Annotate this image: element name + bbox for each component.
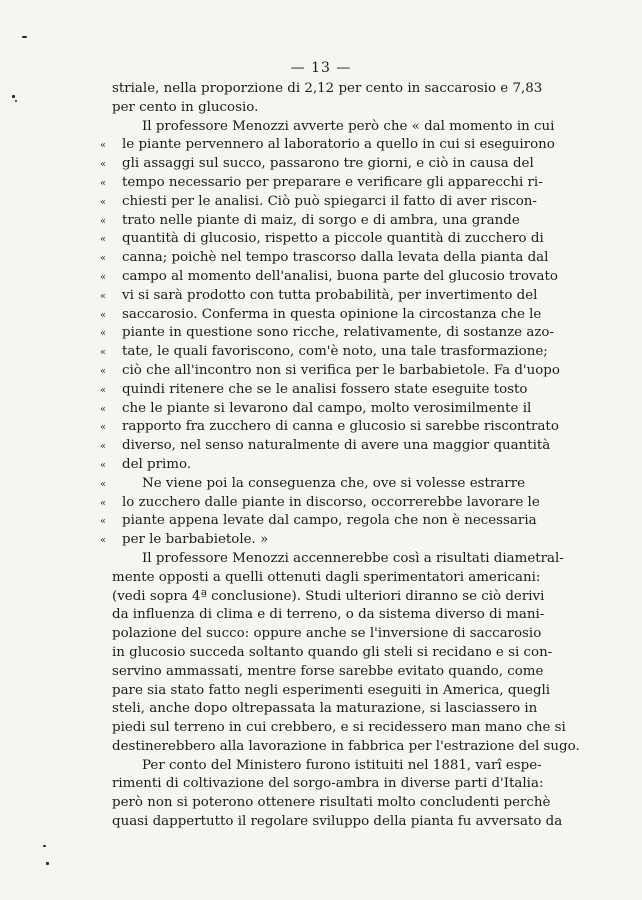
text-line: (vedi sopra 4ª conclusione). Studi ulteriori diranno se ciò derivi bbox=[112, 588, 545, 604]
quote-mark: « bbox=[100, 422, 107, 434]
margin-speck bbox=[22, 36, 27, 38]
text-line: steli, anche dopo oltrepassata la maturazione, si lasciassero in bbox=[112, 701, 538, 717]
text-line: Il professore Menozzi avverte però che « dal momento in cui bbox=[142, 118, 555, 134]
quote-mark: « bbox=[100, 366, 107, 377]
text-line: piante in questione sono ricche, relativamente, di sostanze azo- bbox=[122, 325, 554, 341]
text-line: piante appena levate dal campo, regola che non è necessaria bbox=[122, 513, 537, 529]
text-line: canna; poichè nel tempo trascorso dalla levata della pianta dal bbox=[122, 250, 549, 266]
text-line: del primo. bbox=[122, 456, 192, 472]
text-line: mente opposti a quelli ottenuti dagli sperimentatori americani: bbox=[112, 569, 541, 585]
text-line: quantità di glucosio, rispetto a piccole quantità di zucchero di bbox=[122, 231, 544, 247]
text-line: trato nelle piante di maiz, di sorgo e di ambra, una grande bbox=[122, 212, 520, 228]
quote-mark: « bbox=[100, 159, 107, 171]
quote-mark: « bbox=[100, 516, 107, 528]
quote-mark: « bbox=[100, 196, 107, 208]
text-line: chiesti per le analisi. Ciò può spiegarci il fatto di aver riscon- bbox=[122, 193, 537, 209]
text-line: polazione del succo: oppure anche se l'inversione di saccarosio bbox=[112, 626, 542, 642]
text-line: per le barbabietole. » bbox=[122, 532, 269, 548]
text-line: da influenza di clima e di terreno, o da sistema diverso di mani- bbox=[112, 607, 545, 623]
text-line: destinerebbero alla lavorazione in fabbrica per l'estrazione del sugo. bbox=[112, 738, 580, 754]
text-line: striale, nella proporzione di 2,12 per cento in saccarosio e 7,83 bbox=[112, 81, 543, 96]
text-line: in glucosio succeda soltanto quando gli steli si recidano e si con- bbox=[112, 644, 553, 660]
quote-mark: « bbox=[100, 403, 107, 415]
text-line: diverso, nel senso naturalmente di avere una maggior quantità bbox=[122, 438, 551, 454]
margin-speck bbox=[43, 845, 46, 847]
quote-mark: « bbox=[100, 441, 107, 453]
quote-mark: « bbox=[100, 328, 107, 340]
text-line: Per conto del Ministero furono istituiti nel 1881, varî espe- bbox=[142, 757, 542, 773]
quote-mark: « bbox=[100, 460, 107, 471]
page-number: — 13 — bbox=[290, 60, 352, 76]
text-line: tate, le quali favoriscono, com'è noto, una tale trasformazione; bbox=[122, 344, 548, 360]
text-line: piedi sul terreno in cui crebbero, e si recidessero man mano che si bbox=[112, 720, 566, 736]
text-line: saccarosio. Conferma in questa opinione la circostanza che le bbox=[122, 306, 542, 322]
text-line: rimenti di coltivazione del sorgo-ambra in diverse parti d'Italia: bbox=[112, 776, 544, 792]
margin-speck bbox=[15, 100, 17, 102]
body-text bbox=[112, 80, 580, 832]
text-line: Ne viene poi la conseguenza che, ove si volesse estrarre bbox=[142, 475, 526, 491]
margin-speck bbox=[12, 95, 15, 98]
text-line: vi si sarà prodotto con tutta probabilità, per invertimento del bbox=[122, 287, 538, 303]
quote-mark: « bbox=[100, 309, 107, 321]
quote-mark: « bbox=[100, 178, 107, 189]
quote-mark: « bbox=[100, 535, 107, 547]
text-line: le piante pervennero al laboratorio a quello in cui si eseguirono bbox=[122, 137, 555, 153]
quote-mark: « bbox=[100, 253, 107, 265]
text-line: campo al momento dell'analisi, buona parte del glucosio trovato bbox=[122, 268, 558, 284]
text-line: quasi dappertutto il regolare sviluppo della pianta fu avversato da bbox=[112, 814, 563, 830]
text-line: lo zucchero dalle piante in discorso, occorrerebbe lavorare le bbox=[122, 494, 540, 510]
quote-mark: « bbox=[100, 478, 107, 490]
margin-speck bbox=[46, 862, 49, 865]
text-line: pare sia stato fatto negli esperimenti eseguiti in America, quegli bbox=[112, 682, 551, 698]
text-line: però non si poterono ottenere risultati molto concludenti perchè bbox=[112, 795, 551, 811]
quote-mark: « bbox=[100, 140, 107, 152]
text-line: tempo necessario per preparare e verificare gli apparecchi ri- bbox=[122, 174, 543, 190]
text-line: Il professore Menozzi accennerebbe così a risultati diametral- bbox=[142, 550, 564, 566]
text-line: servino ammassati, mentre forse sarebbe evitato quando, come bbox=[112, 663, 544, 679]
text-line: rapporto fra zucchero di canna e glucosio si sarebbe riscontrato bbox=[122, 419, 559, 435]
text-line: per cento in glucosio. bbox=[112, 99, 259, 115]
text-line: che le piante si levarono dal campo, molto verosimilmente il bbox=[122, 400, 532, 416]
text-line: ciò che all'incontro non si verifica per le barbabietole. Fa d'uopo bbox=[122, 362, 560, 378]
quote-mark: « bbox=[100, 215, 107, 227]
quote-mark: « bbox=[100, 272, 107, 283]
text-line: gli assaggi sul succo, passarono tre giorni, e ciò in causa del bbox=[122, 156, 534, 172]
quote-mark: « bbox=[100, 384, 107, 396]
text-line: quindi ritenere che se le analisi fossero state eseguite tosto bbox=[122, 381, 528, 397]
quote-mark: « bbox=[100, 290, 107, 302]
quote-mark: « bbox=[100, 347, 107, 359]
quote-mark: « bbox=[100, 497, 107, 509]
quote-mark: « bbox=[100, 234, 107, 246]
